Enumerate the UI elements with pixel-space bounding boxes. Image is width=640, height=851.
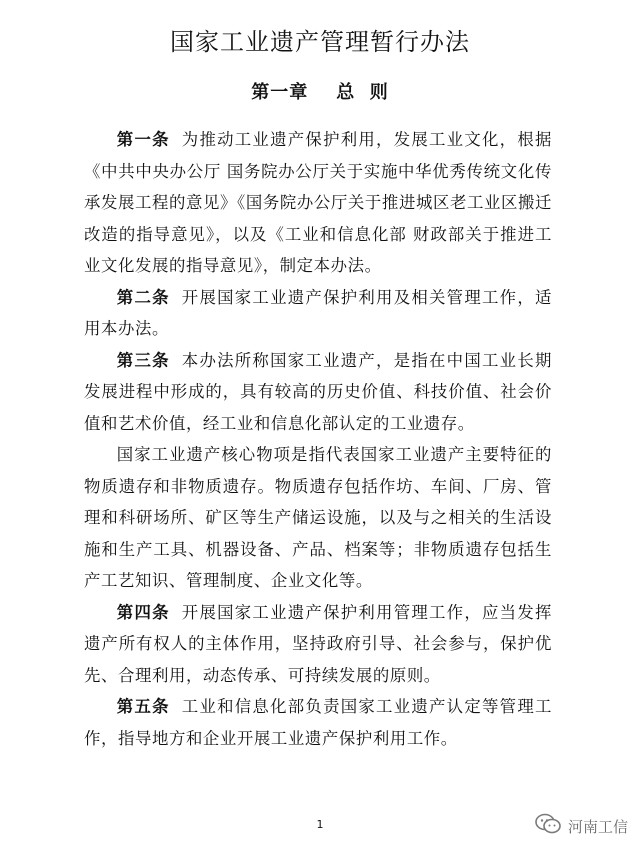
article-text: 开展国家工业遗产保护利用及相关管理工作，适用本办法。 [84, 287, 552, 338]
watermark [534, 812, 628, 840]
chapter-heading [0, 78, 640, 104]
article-text: 工业和信息化部负责国家工业遗产认定等管理工作，指导地方和企业开展工业遗产保护利用工作。 [84, 697, 552, 748]
article-text: 开展国家工业遗产保护利用管理工作，应当发挥遗产所有权人的主体作用，坚持政府引导、社会参与，保护优先、合理利用，动态传承、可持续发展的原则。 [84, 602, 552, 685]
article-number: 第三条 [116, 350, 170, 370]
wechat-account-icon [534, 812, 562, 840]
article-number: 第五条 [116, 697, 170, 716]
chapter-label: 第一章 [251, 82, 309, 103]
article-text: 为推动工业遗产保护利用，发展工业文化，根据《中共中央办公厅 国务院办公厅关于实施中华优秀传统文化传承发展工程的意见》《国务院办公厅关于推进城区老工业区搬迁改造的指导意见》，以及《工业和信息化部 财政部关于推进工业文化发展的指导意见》，制定本办法。 [84, 130, 552, 275]
article-number: 第一条 [116, 130, 170, 149]
article-paragraph [84, 345, 552, 440]
article-paragraph [84, 691, 552, 754]
article-number: 第四条 [116, 602, 170, 622]
document-title: 国家工业遗产管理暂行办法 [170, 28, 470, 56]
chapter-name: 总 则 [336, 82, 389, 103]
article-paragraph [84, 597, 552, 692]
article-paragraph [84, 124, 552, 282]
article-text: 本办法所称国家工业遗产，是指在中国工业长期发展进程中形成的，具有较高的历史价值、科技价值、社会价值和艺术价值，经工业和信息化部认定的工业遗存。 [84, 350, 552, 433]
article-paragraph [84, 439, 552, 597]
watermark-text: 河南工信 [567, 817, 628, 836]
article-paragraph [84, 282, 552, 345]
article-number: 第二条 [116, 287, 170, 307]
document-body [84, 124, 552, 754]
page-number: 1 [316, 818, 324, 831]
article-text: 国家工业遗产核心物项是指代表国家工业遗产主要特征的物质遗存和非物质遗存。物质遗存包括作坊、车间、厂房、管理和科研场所、矿区等生产储运设施，以及与之相关的生活设施和生产工具、机器设备、产品、档案等；非物质遗存包括生产工艺知识、管理制度、企业文化等。 [84, 445, 552, 590]
